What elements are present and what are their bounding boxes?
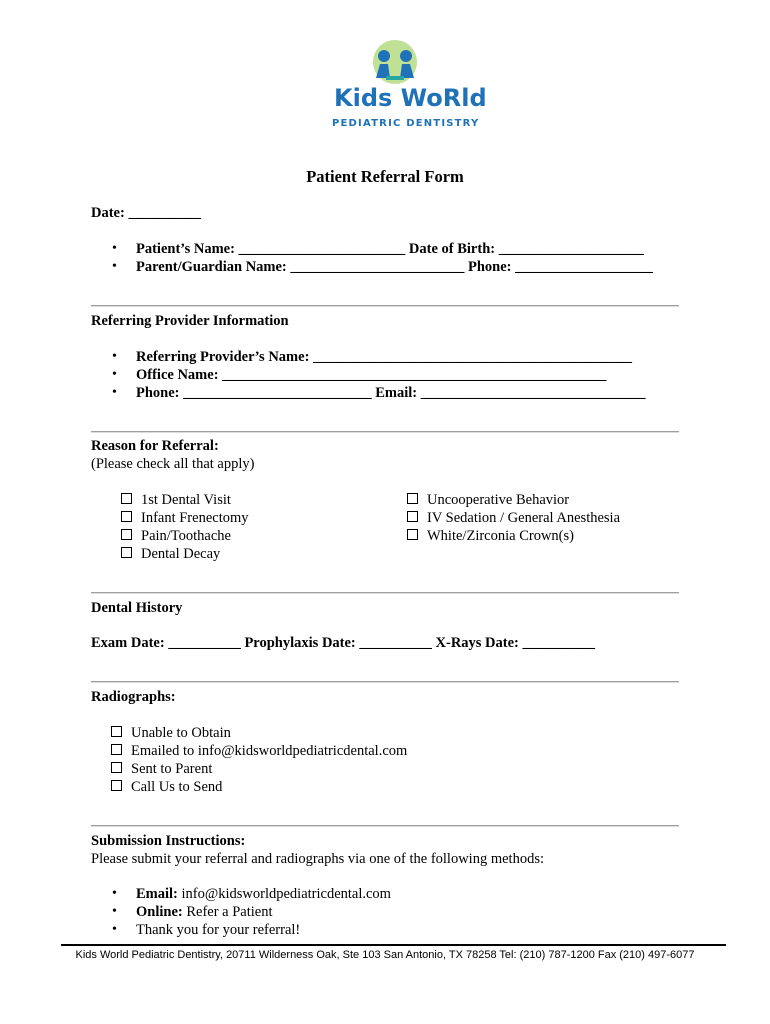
- provider-phone-field[interactable]: __________________________: [183, 385, 372, 401]
- prophylaxis-date-label: Prophylaxis Date:: [244, 635, 356, 651]
- date-line: [91, 205, 201, 222]
- provider-email-field[interactable]: _______________________________: [420, 385, 646, 401]
- bullet: •: [112, 904, 117, 919]
- office-label: Office Name:: [136, 367, 219, 383]
- bullet: •: [112, 886, 117, 901]
- prophylaxis-date-field[interactable]: __________: [359, 635, 432, 651]
- submission-email-label: Email:: [136, 886, 178, 902]
- reason-heading: Reason for Referral:: [91, 438, 219, 454]
- section-divider: [91, 681, 679, 683]
- reason-option[interactable]: Dental Decay: [121, 546, 220, 563]
- radiographs-heading: Radiographs:: [91, 689, 176, 705]
- reason-note: (Please check all that apply): [91, 456, 255, 472]
- checkbox[interactable]: [121, 511, 132, 522]
- bullet: •: [112, 367, 117, 382]
- checkbox[interactable]: [407, 493, 418, 504]
- reason-option[interactable]: Pain/Toothache: [121, 528, 231, 545]
- checkbox[interactable]: [111, 726, 122, 737]
- patient-phone-field[interactable]: ___________________: [515, 259, 653, 275]
- reason-option[interactable]: 1st Dental Visit: [121, 492, 231, 509]
- submission-online: [136, 904, 273, 921]
- page-title: Patient Referral Form: [306, 167, 464, 186]
- checkbox[interactable]: [111, 780, 122, 791]
- checkbox[interactable]: [121, 529, 132, 540]
- provider-phone-label: Phone:: [136, 385, 180, 401]
- checkbox[interactable]: [111, 762, 122, 773]
- checkbox[interactable]: [121, 547, 132, 558]
- patient-name-field[interactable]: _______________________: [238, 241, 406, 257]
- history-heading: Dental History: [91, 600, 183, 616]
- guardian-label: Parent/Guardian Name:: [136, 259, 287, 275]
- radiograph-option[interactable]: Unable to Obtain: [111, 725, 231, 742]
- bullet: •: [112, 241, 117, 256]
- reason-option[interactable]: White/Zirconia Crown(s): [407, 528, 574, 545]
- logo-subtitle: PEDIATRIC DENTISTRY: [332, 118, 480, 129]
- checkbox[interactable]: [111, 744, 122, 755]
- section-divider: [91, 825, 679, 827]
- dob-label: Date of Birth:: [408, 241, 496, 257]
- provider-email-label: Email:: [375, 385, 418, 401]
- submission-intro: Please submit your referral and radiographs via one of the following methods:: [91, 851, 545, 867]
- reason-option[interactable]: Infant Frenectomy: [121, 510, 249, 527]
- provider-name-field[interactable]: ____________________________________________: [313, 349, 633, 365]
- reason-option[interactable]: Uncooperative Behavior: [407, 492, 569, 509]
- history-dates-line: [91, 635, 595, 652]
- provider-name-line: [136, 349, 632, 366]
- office-field[interactable]: _____________________________________________________: [222, 367, 607, 383]
- section-divider: [91, 305, 679, 307]
- patient-name-line: [136, 241, 644, 258]
- thanks-text: Thank you for your referral!: [136, 922, 301, 938]
- provider-name-label: Referring Provider’s Name:: [136, 349, 310, 365]
- xray-date-label: X-Rays Date:: [435, 635, 519, 651]
- xray-date-field[interactable]: __________: [522, 635, 595, 651]
- submission-online-label: Online:: [136, 904, 183, 920]
- submission-email: [136, 886, 391, 903]
- radiograph-option[interactable]: Emailed to info@kidsworldpediatricdental.com: [111, 743, 407, 760]
- reason-option[interactable]: IV Sedation / General Anesthesia: [407, 510, 620, 527]
- exam-date-label: Exam Date:: [91, 635, 165, 651]
- radiograph-option[interactable]: Sent to Parent: [111, 761, 212, 778]
- bullet: •: [112, 385, 117, 400]
- section-divider: [91, 592, 679, 594]
- submission-heading: Submission Instructions:: [91, 833, 246, 849]
- checkbox[interactable]: [121, 493, 132, 504]
- logo-brand: Kids WoRld: [334, 84, 487, 112]
- submission-email-link[interactable]: info@kidsworldpediatricdental.com: [181, 886, 391, 902]
- bullet: •: [112, 259, 117, 274]
- dob-field[interactable]: ____________________: [498, 241, 644, 257]
- office-line: [136, 367, 606, 384]
- date-field[interactable]: __________: [128, 205, 201, 221]
- radiograph-option[interactable]: Call Us to Send: [111, 779, 222, 796]
- guardian-field[interactable]: ________________________: [290, 259, 465, 275]
- checkbox[interactable]: [407, 529, 418, 540]
- provider-heading: Referring Provider Information: [91, 313, 289, 329]
- checkbox[interactable]: [407, 511, 418, 522]
- bullet: •: [112, 922, 117, 937]
- patient-name-label: Patient’s Name:: [136, 241, 235, 257]
- footer-divider: [61, 944, 726, 946]
- refer-patient-link[interactable]: Refer a Patient: [186, 904, 273, 920]
- guardian-line: [136, 259, 653, 276]
- bullet: •: [112, 349, 117, 364]
- exam-date-field[interactable]: __________: [168, 635, 241, 651]
- footer-address: Kids World Pediatric Dentistry, 20711 Wilderness Oak, Ste 103 San Antonio, TX 78258 Tel: (210) 787-1200 Fax (210) 497-6077: [75, 949, 695, 961]
- kids-world-logo: [328, 36, 487, 132]
- section-divider: [91, 431, 679, 433]
- provider-contact-line: [136, 385, 646, 402]
- date-label: Date:: [91, 205, 125, 221]
- patient-phone-label: Phone:: [468, 259, 512, 275]
